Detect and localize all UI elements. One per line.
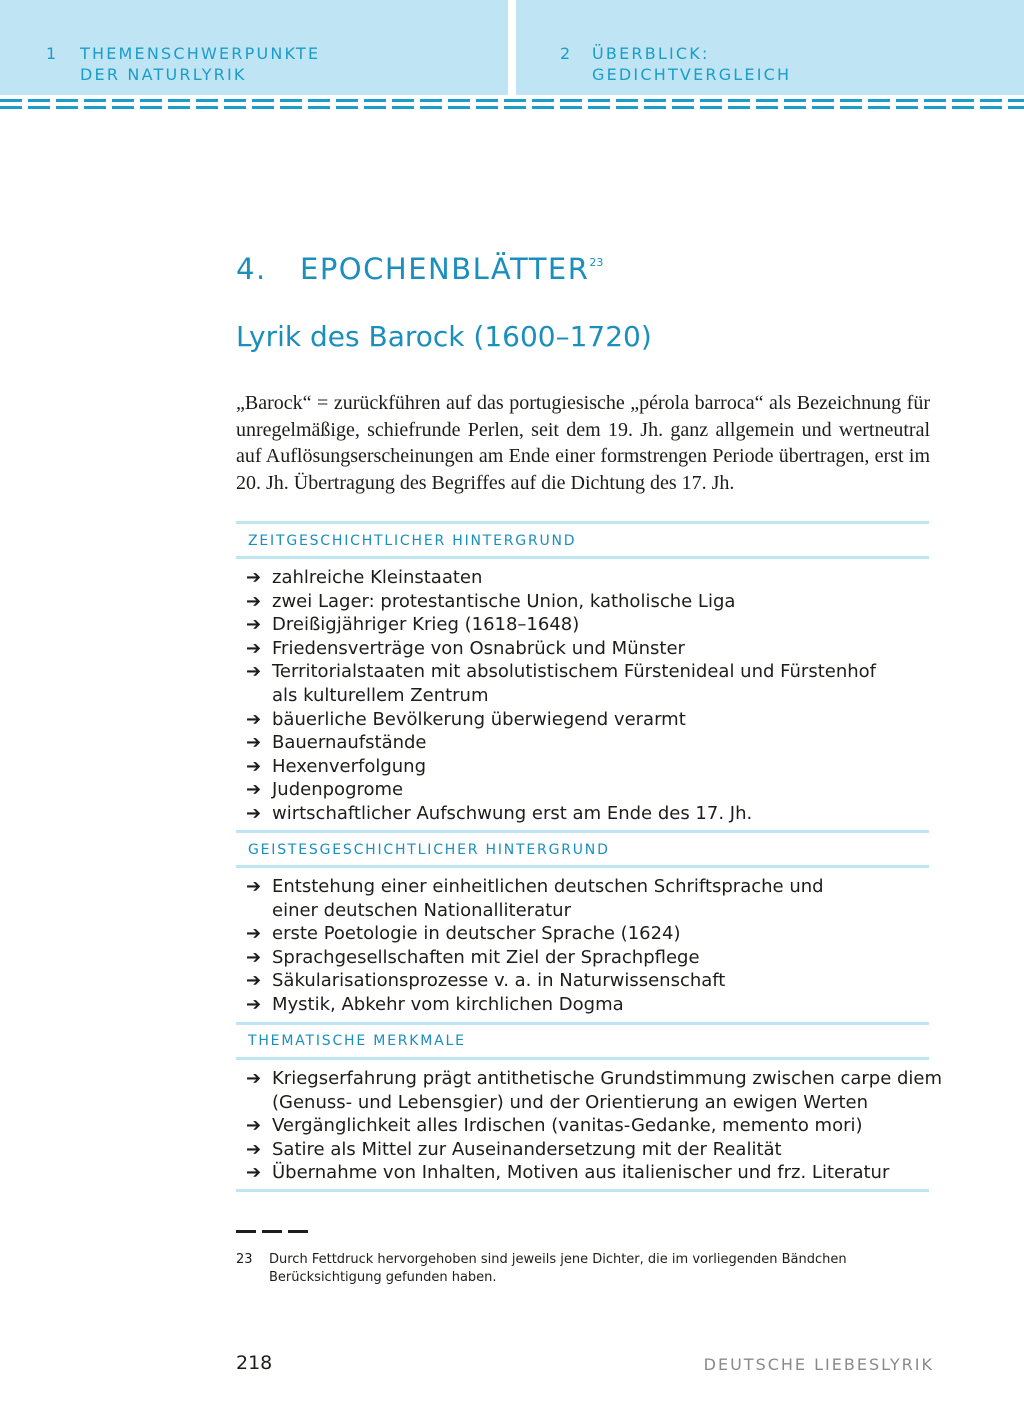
- footnote: [236, 1251, 916, 1287]
- tab-label: ÜBERBLICK: GEDICHTVERGLEICH: [592, 44, 792, 84]
- list-item: ➔ Übernahme von Inhalten, Motiven aus italienischer und frz. Literatur: [246, 1162, 890, 1184]
- arrow-icon: ➔: [246, 970, 262, 992]
- tab-number: 1: [46, 44, 59, 63]
- arrow-icon: ➔: [246, 1162, 262, 1184]
- page-number: 218: [236, 1352, 273, 1374]
- list-item: ➔ Sprachgesellschaften mit Ziel der Sprachpflege: [246, 946, 700, 968]
- section-rule: [236, 521, 929, 524]
- arrow-icon: ➔: [246, 1115, 262, 1137]
- list-item: ➔ erste Poetologie in deutscher Sprache (1624): [246, 923, 681, 945]
- footnote-ref[interactable]: 23: [589, 256, 604, 269]
- arrow-icon: ➔: [246, 1138, 262, 1160]
- list-item: ➔ Friedensverträge von Osnabrück und Münster: [246, 637, 685, 659]
- section-rule: [236, 830, 929, 833]
- tab-ueberblick[interactable]: [516, 0, 1024, 95]
- list-item: ➔ Entstehung einer einheitlichen deutschen Schriftsprache und einer deutschen Nationalliteratur: [246, 876, 824, 921]
- section-rule: [236, 1022, 929, 1025]
- list-item: ➔ Dreißigjähriger Krieg (1618–1648): [246, 614, 580, 636]
- running-head: DEUTSCHE LIEBESLYRIK: [703, 1355, 934, 1374]
- list-item: ➔ zahlreiche Kleinstaaten: [246, 567, 483, 588]
- list-item: ➔ wirtschaftlicher Aufschwung erst am Ende des 17. Jh.: [246, 802, 753, 824]
- section-subtitle: Lyrik des Barock (1600–1720): [236, 320, 652, 353]
- section-rule: [236, 556, 929, 559]
- list-item: ➔ Hexenverfolgung: [246, 755, 427, 777]
- section-heading: ZEITGESCHICHTLICHER HINTERGRUND: [248, 533, 577, 549]
- arrow-icon: ➔: [246, 590, 262, 612]
- arrow-icon: ➔: [246, 779, 262, 801]
- tab-number: 2: [560, 44, 573, 63]
- tab-label: THEMENSCHWERPUNKTE DER NATURLYRIK: [80, 44, 321, 84]
- list-item: ➔ Säkularisationsprozesse v. a. in Naturwissenschaft: [246, 970, 726, 992]
- footnote-separator: [236, 1230, 308, 1233]
- list-item: ➔ Bauernaufstände: [246, 732, 427, 754]
- arrow-icon: ➔: [246, 993, 262, 1015]
- arrow-icon: ➔: [246, 876, 262, 897]
- tab-themenschwerpunkte[interactable]: [0, 0, 508, 95]
- list-item: ➔ Judenpogrome: [246, 779, 404, 801]
- footnote-number: 23: [236, 1252, 253, 1267]
- header-divider: [0, 99, 1024, 102]
- section-list: [246, 1067, 942, 1185]
- list-item: ➔ Territorialstaaten mit absolutistischem Fürstenideal und Fürstenhof als kulturellem Zentrum: [246, 661, 877, 706]
- list-item: ➔ zwei Lager: protestantische Union, katholische Liga: [246, 590, 736, 612]
- intro-paragraph: „Barock“ = zurückführen auf das portugiesische „pérola barroca“ als Bezeichnung für unregelmäßige, schiefrunde Perlen, seit dem 19. Jh. ganz allgemein und wertneutral auf Auflösungserscheinungen am Ende einer formstrengen Periode übertragen, erst im 20. Jh. Übertragung des Begriffes auf die Dichtung des 17. Jh.: [236, 392, 930, 494]
- chapter-title: 4. EPOCHENBLÄTTER$^{23}$: [236, 252, 604, 286]
- section-heading: THEMATISCHE MERKMALE: [248, 1033, 466, 1049]
- arrow-icon: ➔: [246, 637, 262, 659]
- arrow-icon: ➔: [246, 946, 262, 968]
- section-rule: [236, 1057, 929, 1060]
- list-item: ➔ bäuerliche Bevölkerung überwiegend verarmt: [246, 708, 686, 730]
- section-rule: [236, 1189, 929, 1192]
- section-list: [246, 566, 876, 826]
- arrow-icon: ➔: [246, 802, 262, 824]
- arrow-icon: ➔: [246, 755, 262, 777]
- arrow-icon: ➔: [246, 923, 262, 945]
- section-rule: [236, 865, 929, 868]
- list-item: ➔ Vergänglichkeit alles Irdischen (vanitas-Gedanke, memento mori): [246, 1115, 863, 1137]
- arrow-icon: ➔: [246, 661, 262, 683]
- section-list: [246, 875, 824, 1017]
- list-item: ➔ Mystik, Abkehr vom kirchlichen Dogma: [246, 993, 624, 1015]
- section-heading: GEISTESGESCHICHTLICHER HINTERGRUND: [248, 842, 610, 858]
- list-item: ➔ Satire als Mittel zur Auseinandersetzung mit der Realität: [246, 1138, 782, 1160]
- arrow-icon: ➔: [246, 1068, 262, 1089]
- arrow-icon: ➔: [246, 614, 262, 636]
- header-divider: [0, 106, 1024, 109]
- arrow-icon: ➔: [246, 567, 262, 588]
- arrow-icon: ➔: [246, 732, 262, 754]
- footnote-text: Durch Fettdruck hervorgehoben sind jeweils jene Dichter, die im vorliegenden Bändchen Berücksichtigung gefunden haben.: [269, 1252, 847, 1285]
- list-item: ➔ Kriegserfahrung prägt antithetische Grundstimmung zwischen carpe diem (Genuss- und Lebensgier) und der Orientierung an ewigen Werten: [246, 1068, 943, 1113]
- arrow-icon: ➔: [246, 708, 262, 730]
